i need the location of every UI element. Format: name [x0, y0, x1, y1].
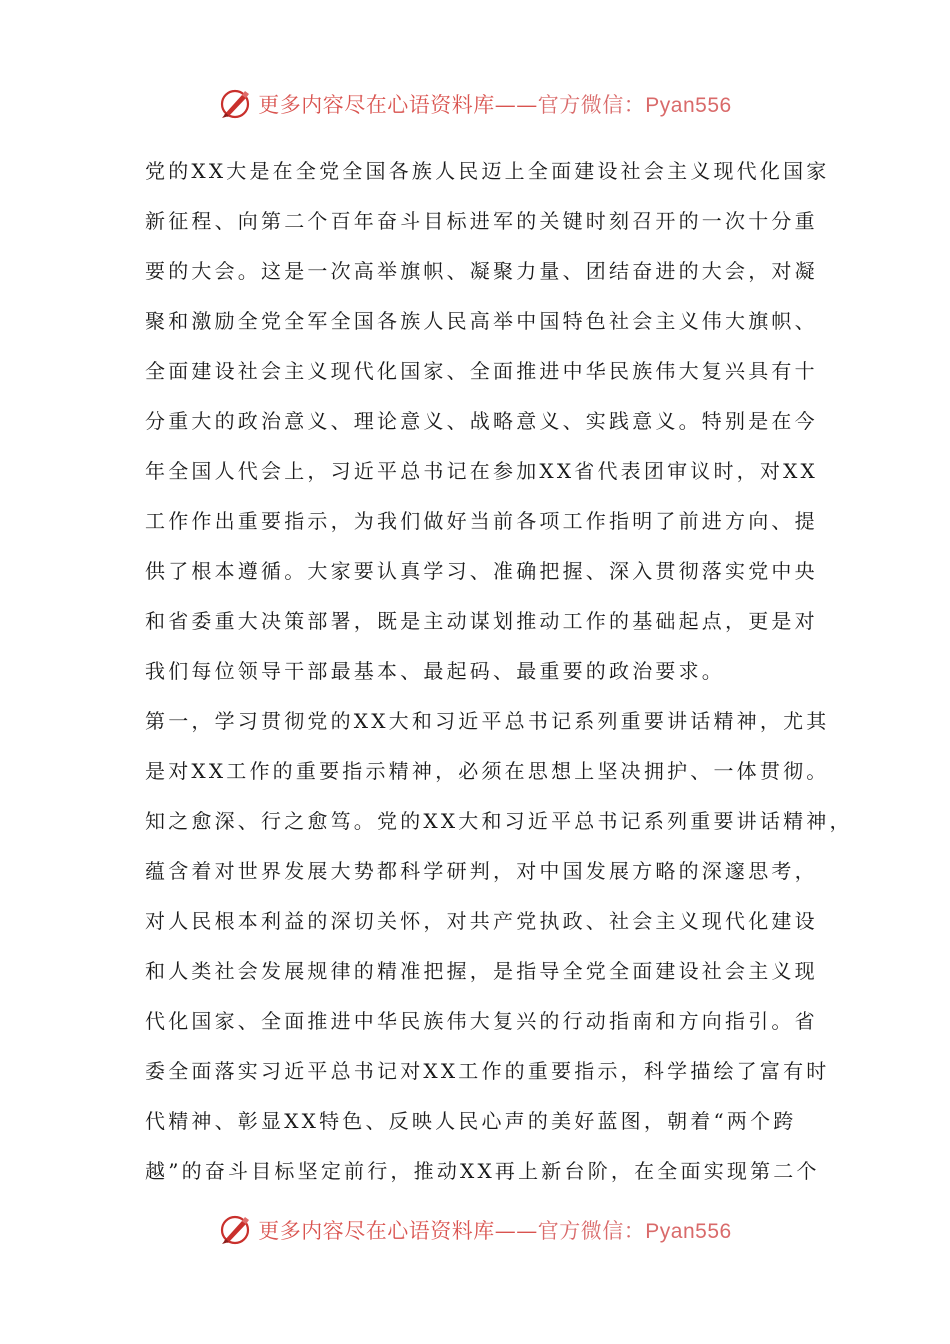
- body-line: 代化国家、全面推进中华民族伟大复兴的行动指南和方向指引。省: [145, 1009, 818, 1033]
- body-line: 代精神、彰显XX特色、反映人民心声的美好蓝图，朝着“两个跨: [145, 1109, 797, 1133]
- body-line: 和省委重大决策部署，既是主动谋划推动工作的基础起点，更是对: [145, 609, 818, 633]
- body-line: 是对XX工作的重要指示精神，必须在思想上坚决拥护、一体贯彻。: [145, 759, 830, 783]
- body-line: 分重大的政治意义、理论意义、战略意义、实践意义。特别是在今: [145, 409, 818, 433]
- body-line: 供了根本遵循。大家要认真学习、准确把握、深入贯彻落实党中央: [145, 559, 818, 583]
- watermark-main-text: 更多内容尽在心语资料库: [258, 1219, 495, 1243]
- body-line: 要的大会。这是一次高举旗帜、凝聚力量、团结奋进的大会，对凝: [145, 259, 818, 283]
- watermark-wechat-label: 官方微信：: [537, 1219, 646, 1243]
- body-line: 全面建设社会主义现代化国家、全面推进中华民族伟大复兴具有十: [145, 359, 818, 383]
- header-watermark-text: [258, 89, 731, 119]
- body-line: 第一，学习贯彻党的XX大和习近平总书记系列重要讲话精神，尤其: [145, 709, 830, 733]
- watermark-wechat-id: Pyan556: [645, 1220, 732, 1243]
- body-line: 越”的奋斗目标坚定前行，推动XX再上新台阶，在全面实现第二个: [145, 1159, 820, 1183]
- body-line: 对人民根本利益的深切关怀，对共产党执政、社会主义现代化建设: [145, 909, 818, 933]
- body-line: 聚和激励全党全军全国各族人民高举中国特色社会主义伟大旗帜、: [145, 309, 818, 333]
- watermark-wechat-label: 官方微信：: [537, 93, 646, 117]
- body-line: 委全面落实习近平总书记对XX工作的重要指示，科学描绘了富有时: [145, 1059, 830, 1083]
- watermark-dash: ——: [494, 93, 538, 117]
- header-watermark-banner: [0, 82, 950, 126]
- footer-watermark-banner: [0, 1208, 950, 1252]
- footer-watermark-text: [258, 1215, 731, 1245]
- watermark-main-text: 更多内容尽在心语资料库: [258, 93, 495, 117]
- body-line: 和人类社会发展规律的精准把握，是指导全党全面建设社会主义现: [145, 959, 818, 983]
- watermark-dash: ——: [494, 1219, 538, 1243]
- body-line: 蕴含着对世界发展大势都科学研判，对中国发展方略的深邃思考，: [145, 859, 818, 883]
- pen-logo-icon: [218, 1213, 252, 1247]
- body-line: 工作作出重要指示，为我们做好当前各项工作指明了前进方向、提: [145, 509, 818, 533]
- document-body: [145, 146, 853, 1196]
- body-line: 年全国人代会上，习近平总书记在参加XX省代表团审议时，对XX: [145, 459, 818, 483]
- pen-logo-icon: [218, 87, 252, 121]
- body-line: 我们每位领导干部最基本、最起码、最重要的政治要求。: [145, 659, 725, 683]
- body-line: 党的XX大是在全党全国各族人民迈上全面建设社会主义现代化国家: [145, 159, 830, 183]
- body-line: 知之愈深、行之愈笃。党的XX大和习近平总书记系列重要讲话精神，: [145, 809, 853, 833]
- body-line: 新征程、向第二个百年奋斗目标进军的关键时刻召开的一次十分重: [145, 209, 818, 233]
- watermark-wechat-id: Pyan556: [645, 94, 732, 117]
